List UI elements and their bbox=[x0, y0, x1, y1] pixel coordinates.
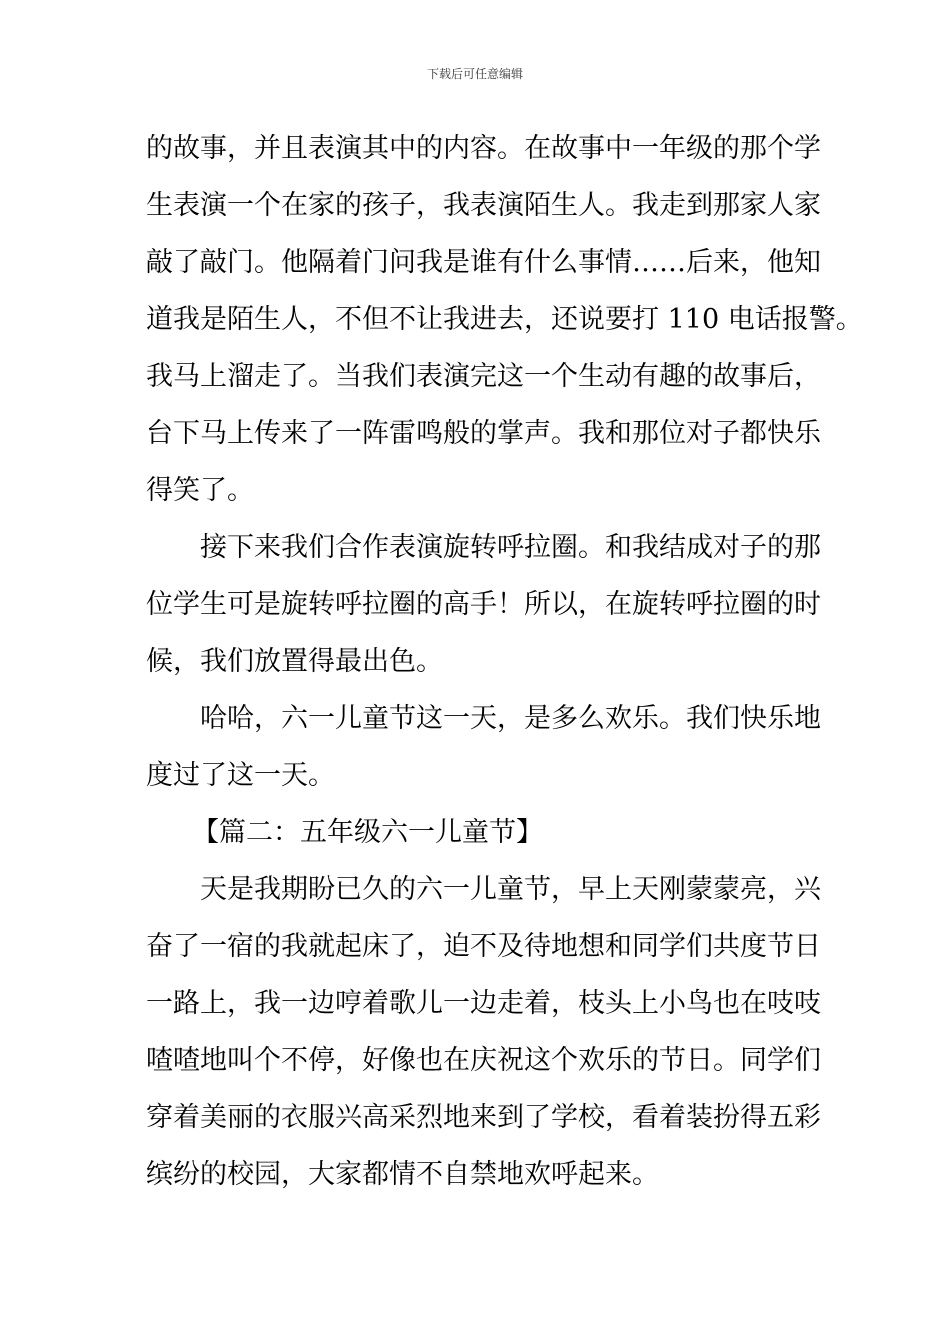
text-line: 一路上，我一边哼着歌儿一边走着，枝头上小鸟也在吱吱 bbox=[146, 988, 821, 1019]
paragraph-start-line: 接下来我们合作表演旋转呼拉圈。和我结成对子的那 bbox=[200, 532, 821, 563]
text-line: 穿着美丽的衣服兴高采烈地来到了学校，看着装扮得五彩 bbox=[146, 1102, 821, 1133]
text-line: 台下马上传来了一阵雷鸣般的掌声。我和那位对子都快乐 bbox=[146, 418, 821, 449]
text-line: 喳喳地叫个不停，好像也在庆祝这个欢乐的节日。同学们 bbox=[146, 1045, 821, 1076]
section-heading: 【篇二：五年级六一儿童节】 bbox=[192, 817, 543, 848]
text-line: 候，我们放置得最出色。 bbox=[146, 646, 443, 677]
text-line: 度过了这一天。 bbox=[146, 760, 335, 791]
text-line: 生表演一个在家的孩子，我表演陌生人。我走到那家人家 bbox=[146, 190, 821, 221]
text-line: 缤纷的校园，大家都情不自禁地欢呼起来。 bbox=[146, 1159, 659, 1190]
text-line: 奋了一宿的我就起床了，迫不及待地想和同学们共度节日 bbox=[146, 931, 821, 962]
text-line: 位学生可是旋转呼拉圈的高手！所以，在旋转呼拉圈的时 bbox=[146, 589, 821, 620]
text-line: 道我是陌生人，不但不让我进去，还说要打 110 电话报警。 bbox=[146, 304, 863, 335]
document-body bbox=[146, 120, 863, 1203]
page-header: 下载后可任意编辑 bbox=[426, 67, 523, 81]
text-line: 得笑了。 bbox=[146, 475, 254, 506]
paragraph-start-line: 哈哈，六一儿童节这一天，是多么欢乐。我们快乐地 bbox=[200, 703, 821, 734]
text-line: 敲了敲门。他隔着门问我是谁有什么事情……后来，他知 bbox=[146, 247, 821, 278]
text-line: 我马上溜走了。当我们表演完这一个生动有趣的故事后， bbox=[146, 361, 821, 392]
text-line: 的故事，并且表演其中的内容。在故事中一年级的那个学 bbox=[146, 133, 821, 164]
paragraph-start-line: 天是我期盼已久的六一儿童节，早上天刚蒙蒙亮，兴 bbox=[200, 874, 821, 905]
